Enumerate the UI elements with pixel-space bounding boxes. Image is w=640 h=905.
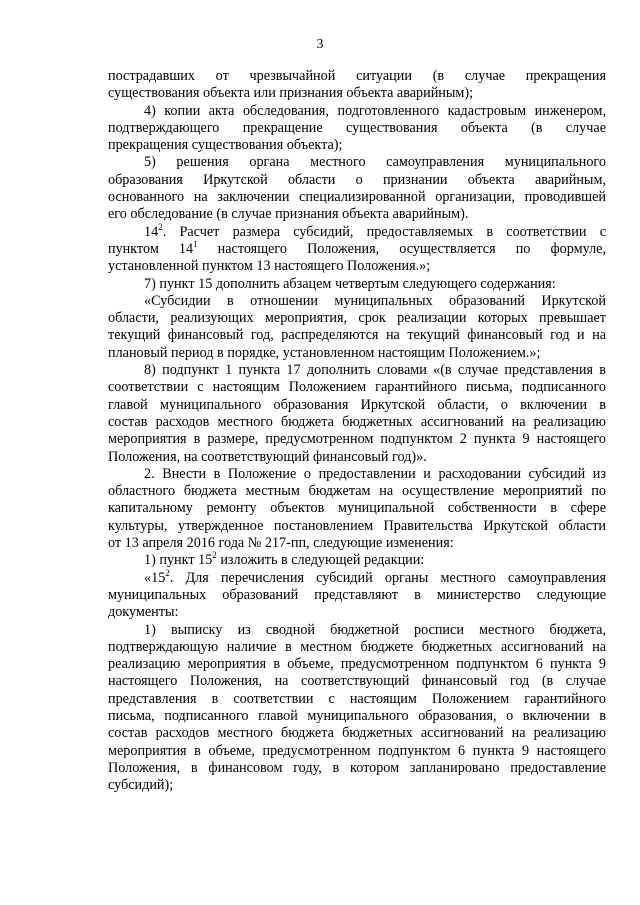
para-section-2-amendments: [108, 466, 606, 552]
line-fragment: «15: [144, 569, 166, 586]
text-line: [108, 85, 606, 102]
text-line: [108, 483, 606, 500]
text-line: [108, 760, 606, 777]
text-line: [108, 431, 606, 448]
line-fragment: прекращения существования объекта);: [108, 137, 343, 154]
line-fragment: 4) копии акта обследования, подготовленного кадастровым инженером,: [144, 102, 606, 119]
line-fragment: его обследование (в случае признания объекта аварийным).: [108, 206, 469, 223]
page-number: 3: [316, 37, 324, 52]
para-victims-tail: [108, 68, 606, 103]
line-fragment: . Расчет размера субсидий, предоставляемых в соответствии с: [162, 223, 606, 240]
superscript: 1: [193, 238, 198, 249]
line-fragment: «Субсидии в отношении муниципальных образований Иркутской: [144, 292, 606, 309]
text-line: [108, 691, 606, 708]
para-item-5-decision: [108, 154, 606, 223]
line-fragment: культуры, утвержденное постановлением Правительства Иркутской области: [108, 517, 606, 534]
line-fragment: Положения, на соответствующий финансовый год)».: [108, 448, 427, 465]
text-line: [108, 258, 606, 275]
text-line: [108, 725, 606, 742]
line-fragment: областного бюджета местным бюджетам на осуществление мероприятий по: [108, 483, 606, 500]
line-fragment: 7) пункт 15 дополнить абзацем четвертым следующего содержания:: [144, 275, 556, 292]
text-line: [108, 189, 606, 206]
line-fragment: мероприятия в объеме, предусмотренном подпунктом 6 пункта 9 настоящего: [108, 742, 606, 759]
text-line: [108, 552, 606, 569]
line-fragment: мероприятия в размере, предусмотренном подпунктом 2 пункта 9 настоящего: [108, 431, 606, 448]
line-fragment: 1) выписку из сводной бюджетной росписи местного бюджета,: [144, 621, 606, 638]
line-fragment: существования объекта или признания объекта аварийным);: [108, 85, 474, 102]
line-fragment: представления в соответствии с настоящим Положением гарантийного: [108, 690, 606, 707]
line-fragment: пунктом 14: [108, 240, 194, 257]
line-fragment: субсидий);: [108, 777, 174, 794]
para-item-4-survey-act: [108, 103, 606, 155]
text-line: [108, 362, 606, 379]
text-line: [108, 293, 606, 310]
text-line: [108, 639, 606, 656]
text-line: [108, 206, 606, 223]
line-fragment: соответствии с настоящим Положением гарантийного письма, подписанного: [108, 379, 606, 396]
line-fragment: 2. Внести в Положение о предоставлении и расходовании субсидий из: [144, 465, 606, 482]
text-line: [108, 103, 606, 120]
para-item-8-point-17: [108, 362, 606, 466]
line-fragment: плановый период в порядке, установленном настоящим Положением.»;: [108, 344, 541, 361]
line-fragment: состав расходов местного бюджета бюджетных ассигнований на реализацию: [108, 413, 606, 430]
line-fragment: текущий финансовый год, распределяются на текущий финансовый год и на: [108, 327, 606, 344]
line-fragment: основанного на заключении специализированной организации, проводившей: [108, 189, 606, 206]
line-fragment: письма, подписанного главой муниципального образования, о включении в: [108, 707, 606, 724]
text-line: [108, 673, 606, 690]
line-fragment: 1) пункт 15: [144, 552, 213, 569]
line-fragment: 8) подпункт 1 пункта 17 дополнить словами «(в случае представления в: [144, 362, 606, 379]
line-fragment: 5) решения органа местного самоуправления муниципального: [144, 154, 606, 171]
text-line: [108, 449, 606, 466]
line-fragment: установленной пунктом 13 настоящего Положения.»;: [108, 258, 431, 275]
line-fragment: образования Иркутской области о признании объекта аварийным,: [108, 171, 606, 188]
text-line: [108, 535, 606, 552]
para-quote-subsidies: [108, 293, 606, 362]
line-fragment: капитальному ремонту объектов муниципальной собственности в сфере: [108, 500, 606, 517]
line-fragment: Положения, в финансовом году, в котором запланировано предоставление: [108, 759, 606, 776]
line-fragment: реализацию мероприятия в объеме, предусмотренном подпунктом 6 пункта 9: [108, 656, 606, 673]
line-fragment: подтверждающего прекращение существования объекта (в случае: [108, 119, 606, 136]
line-fragment: изложить в следующей редакции:: [216, 552, 425, 569]
line-fragment: 14: [144, 223, 159, 240]
line-fragment: пострадавших от чрезвычайной ситуации (в случае прекращения: [108, 68, 606, 84]
text-line: [108, 466, 606, 483]
text-line: [108, 154, 606, 171]
text-line: [108, 743, 606, 760]
line-fragment: главой муниципального образования Иркутской области, о включении в: [108, 396, 606, 413]
text-line: [108, 327, 606, 344]
document-body: [108, 68, 606, 794]
line-fragment: муниципальных образований представляют в министерство следующие: [108, 586, 606, 603]
text-line: [108, 622, 606, 639]
text-line: [108, 500, 606, 517]
text-line: [108, 708, 606, 725]
line-fragment: подтверждающую наличие в местном бюджете бюджетных ассигнований на: [108, 638, 606, 655]
text-line: [108, 172, 606, 189]
para-14-2-subsidy-calc: [108, 221, 606, 276]
line-fragment: документы:: [108, 604, 179, 621]
text-line: [108, 238, 606, 258]
superscript: 2: [212, 550, 217, 561]
line-fragment: . Для перечисления субсидий органы местного самоуправления: [169, 569, 606, 586]
text-line: [108, 345, 606, 362]
text-line: [108, 379, 606, 396]
text-line: [108, 120, 606, 137]
text-line: [108, 587, 606, 604]
text-line: [108, 777, 606, 794]
para-quote-15-2: [108, 567, 606, 622]
text-line: [108, 397, 606, 414]
superscript: 2: [158, 221, 163, 232]
line-fragment: настоящего Положения, на соответствующий финансовый год (в случае: [108, 673, 606, 690]
text-line: [108, 518, 606, 535]
text-line: [108, 567, 606, 587]
text-line: [108, 604, 606, 621]
line-fragment: состав расходов местного бюджета бюджетных ассигнований на реализацию: [108, 725, 606, 742]
line-fragment: от 13 апреля 2016 года № 217-пп, следующие изменения:: [108, 535, 454, 552]
text-line: [108, 310, 606, 327]
text-line: [108, 656, 606, 673]
line-fragment: настоящего Положения, осуществляется по формуле,: [197, 240, 606, 257]
superscript: 2: [165, 567, 170, 578]
text-line: [108, 276, 606, 293]
text-line: [108, 221, 606, 241]
text-line: [108, 68, 606, 85]
para-item-7-point-15: [108, 276, 606, 293]
para-item-1-budget-extract: [108, 622, 606, 795]
text-line: [108, 414, 606, 431]
line-fragment: области, реализующих мероприятия, срок реализации которых превышает: [108, 310, 606, 327]
para-item-1-point-15-2: [108, 552, 606, 569]
text-line: [108, 137, 606, 154]
